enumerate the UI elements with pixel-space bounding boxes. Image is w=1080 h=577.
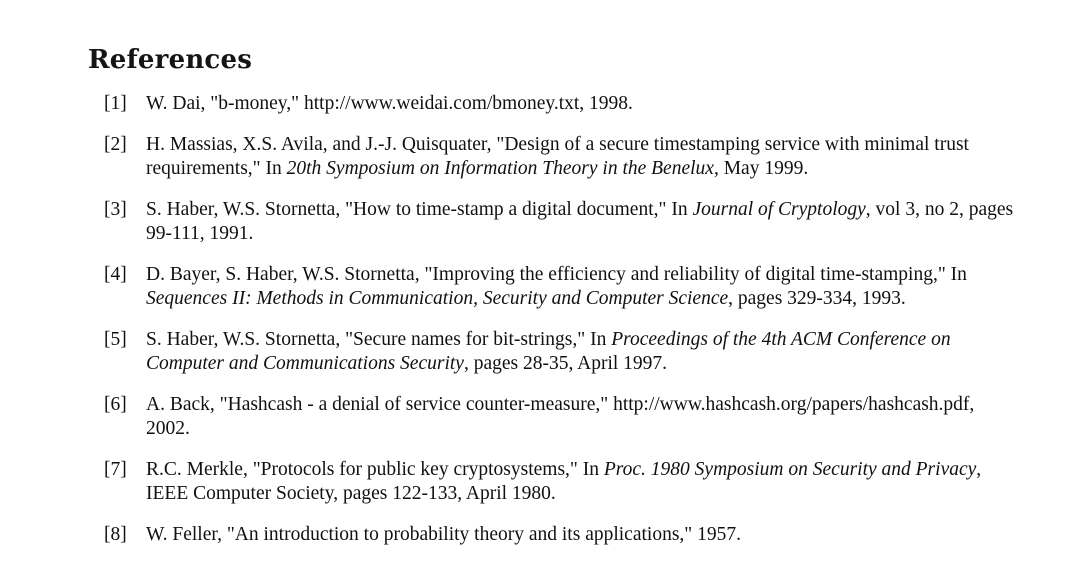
reference-venue: Journal of Cryptology: [692, 199, 866, 220]
reference-text-segment: , pages 329-334, 1993.: [728, 288, 906, 309]
reference-list: [104, 92, 1014, 564]
reference-venue: Proceedings of the 4th ACM Conference on Computer and Communications Security: [146, 329, 951, 374]
reference-text-segment: , IEEE Computer Society, pages 122-133, April 1980.: [146, 459, 982, 504]
reference-number: [3]: [104, 199, 127, 220]
reference-item: [104, 198, 1014, 246]
reference-text: [146, 92, 1014, 116]
reference-text: [146, 458, 1014, 506]
reference-text-segment: H. Massias, X.S. Avila, and J.-J. Quisquater, "Design of a secure timestamping service with minimal trust requirements," In: [146, 134, 969, 179]
reference-text: [146, 523, 1014, 547]
reference-text-segment: , May 1999.: [713, 158, 809, 179]
references-heading: References: [88, 45, 253, 75]
reference-text-segment: D. Bayer, S. Haber, W.S. Stornetta, "Improving the efficiency and reliability of digital time-stamping," In: [146, 264, 967, 285]
reference-text: [146, 133, 1014, 181]
reference-number: [6]: [104, 394, 127, 415]
reference-text-segment: A. Back, "Hashcash - a denial of service counter-measure," http://www.hashcash.org/papers/hashcash.pdf, 2002.: [146, 394, 975, 439]
reference-text-segment: S. Haber, W.S. Stornetta, "How to time-stamp a digital document," In: [146, 199, 693, 220]
reference-text-segment: S. Haber, W.S. Stornetta, "Secure names for bit-strings," In: [146, 329, 612, 350]
reference-text-segment: W. Feller, "An introduction to probability theory and its applications," 1957.: [146, 524, 741, 545]
reference-text-segment: , vol 3, no 2, pages 99-111, 1991.: [146, 199, 1014, 244]
reference-item: [104, 458, 1014, 506]
reference-item: [104, 523, 1014, 547]
reference-number: [8]: [104, 524, 127, 545]
reference-text: [146, 198, 1014, 246]
reference-item: [104, 92, 1014, 116]
reference-text: [146, 393, 1014, 441]
reference-item: [104, 263, 1014, 311]
reference-number: [7]: [104, 459, 127, 480]
reference-venue: Sequences II: Methods in Communication, Security and Computer Science: [146, 288, 729, 309]
reference-number: [1]: [104, 93, 127, 114]
reference-item: [104, 133, 1014, 181]
reference-venue: 20th Symposium on Information Theory in the Benelux: [286, 158, 714, 179]
reference-item: [104, 393, 1014, 441]
reference-text: [146, 263, 1014, 311]
reference-text: [146, 328, 1014, 376]
reference-text-segment: W. Dai, "b-money," http://www.weidai.com/bmoney.txt, 1998.: [146, 93, 633, 114]
reference-number: [2]: [104, 134, 127, 155]
reference-item: [104, 328, 1014, 376]
reference-number: [5]: [104, 329, 127, 350]
reference-text-segment: R.C. Merkle, "Protocols for public key cryptosystems," In: [146, 459, 604, 480]
reference-venue: Proc. 1980 Symposium on Security and Privacy: [603, 459, 977, 480]
reference-number: [4]: [104, 264, 127, 285]
reference-text-segment: , pages 28-35, April 1997.: [463, 353, 668, 374]
